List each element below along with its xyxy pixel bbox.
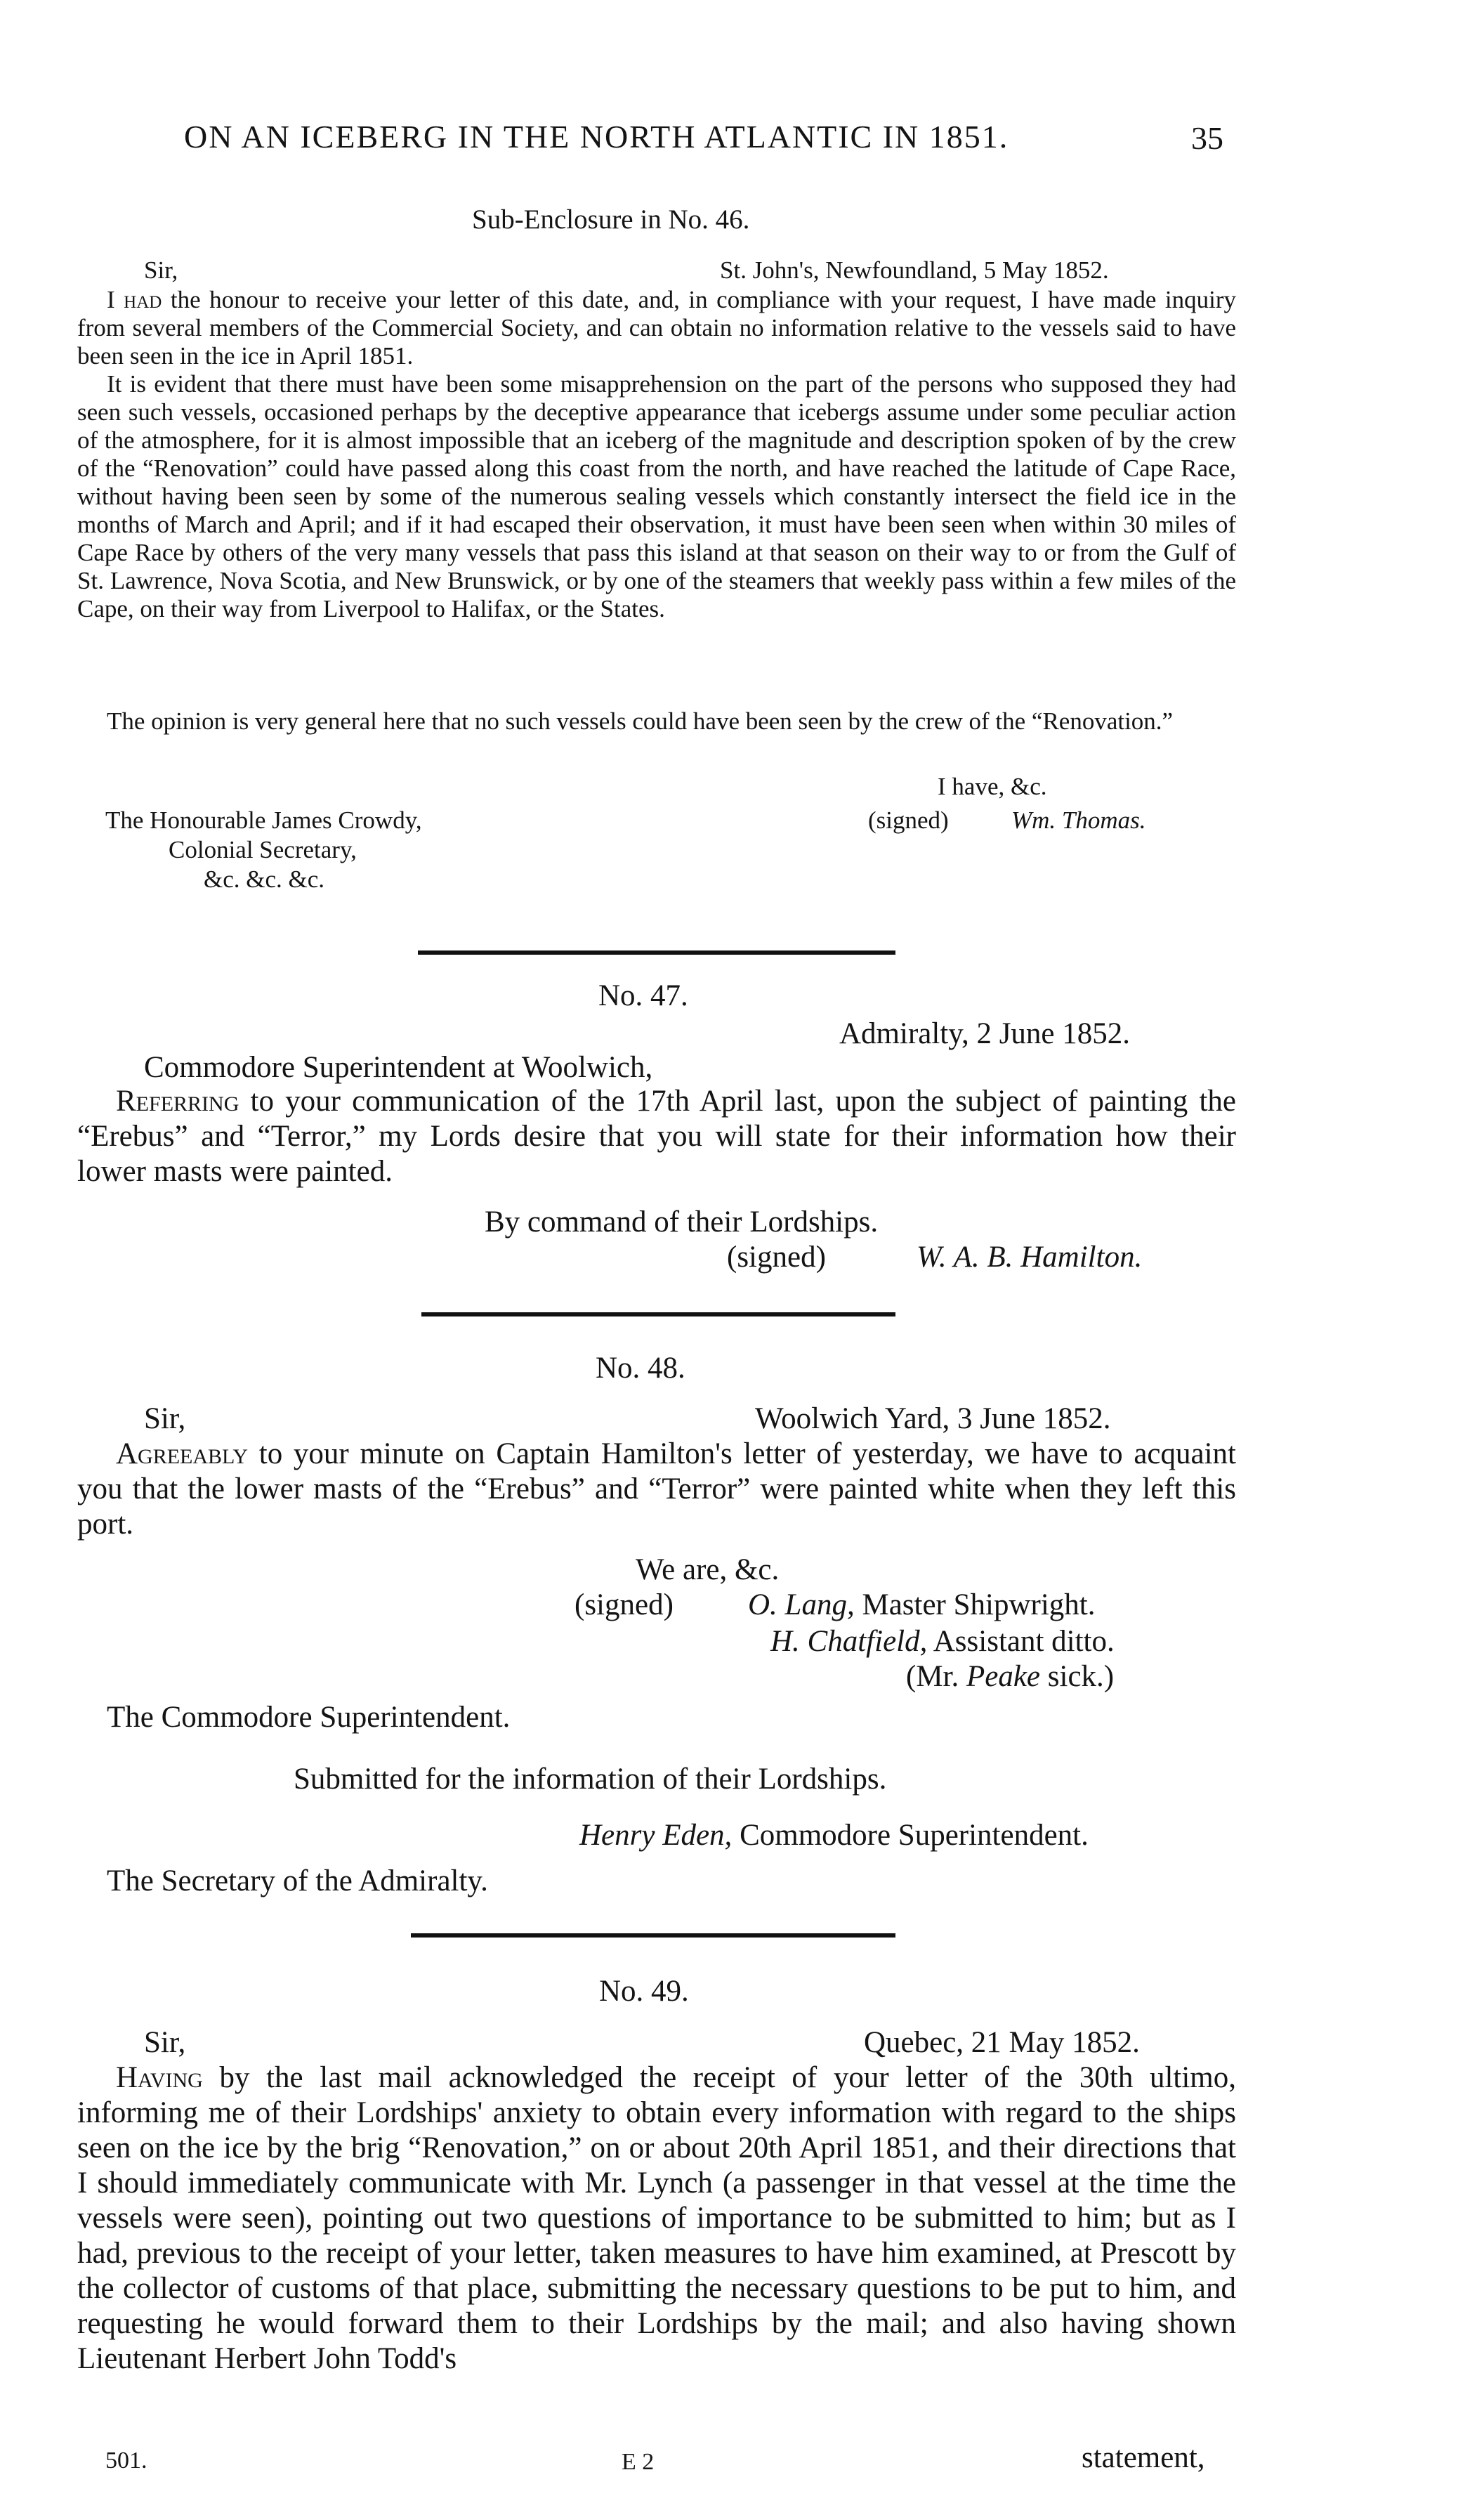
section-divider	[418, 950, 895, 955]
paragraph-body: to your communication of the 17th April last, upon the subject of painting the “Erebus” and “Terror,” my Lords desire that you will state for their information how their lower masts were painted.	[77, 1085, 1236, 1188]
sub-enclosure-paragraph-1	[77, 286, 1236, 370]
sub-enclosure-paragraph-2: It is evident that there must have been some misapprehension on the part of the persons who supposed they had seen such vessels, occasioned perhaps by the deceptive appearance that icebergs assume under some peculiar action of the atmosphere, for it is almost impossible that an iceberg of the magnitude and description spoken of by the crew of the “Renovation” could have passed along this coast from the north, and have reached the latitude of Cape Race, without having been seen by some of the numerous sealing vessels which constantly intersect the field ice in the months of March and April; and if it had escaped their observation, it must have been seen when within 30 miles of Cape Race by others of the very many vessels that pass this island at that season on their way to or from the Gulf of St. Lawrence, Nova Scotia, and New Brunswick, or by one of the steamers that weekly pass within a few miles of the Cape, on their way from Liverpool to Halifax, or the States.	[77, 370, 1236, 622]
no48-signer-2	[770, 1624, 1115, 1659]
signer-title: Assistant ditto.	[927, 1625, 1115, 1658]
sub-enclosure-heading: Sub-Enclosure in No. 46.	[472, 204, 750, 235]
no49-heading: No. 49.	[599, 1975, 689, 2008]
sub-enclosure-place-date: St. John's, Newfoundland, 5 May 1852.	[720, 256, 1109, 284]
paragraph-body: to your minute on Captain Hamilton's letter of yesterday, we have to acquaint you that the lower masts of the “Erebus” and “Terror” were painted white when they left this port.	[77, 1437, 1236, 1541]
no48-eden-signature	[579, 1818, 1089, 1853]
no48-signed: (signed)	[574, 1588, 674, 1621]
no48-signer-1	[748, 1588, 1096, 1623]
signer-name: H. Chatfield,	[770, 1625, 928, 1658]
no48-body	[77, 1437, 1236, 1542]
paragraph-body: by the last mail acknowledged the receipt of your letter of the 30th ultimo, informing me of their Lordships' anxiety to obtain every information with regard to the ships seen on the ice by the brig “Renovation,” on or about 20th April 1851, and their directions that I should immediately communicate with Mr. Lynch (a passenger in that vessel at the time the vessels were seen), pointing out two questions of importance to be submitted to him; but as I had, previous to the receipt of your letter, taken measures to have him examined, at Prescott by the collector of customs of that place, submitting the necessary questions to be put to him, and requesting he would forward them to their Lordships by the mail; and also having shown Lieutenant Herbert John Todd's	[77, 2061, 1236, 2375]
signer-name: Henry Eden,	[579, 1819, 733, 1852]
catchword: statement,	[1082, 2441, 1205, 2474]
signer-title: Commodore Superintendent.	[732, 1819, 1089, 1852]
paragraph-lead: Agreeably	[116, 1437, 249, 1470]
sub-enclosure-addressee-title: Colonial Secretary,	[169, 836, 357, 863]
paragraph-lead: Referring	[116, 1085, 239, 1118]
no49-place-date: Quebec, 21 May 1852.	[864, 2026, 1140, 2059]
no47-place-date: Admiralty, 2 June 1852.	[839, 1017, 1131, 1050]
paragraph-lead: I had	[107, 286, 162, 313]
sub-enclosure-signer: Wm. Thomas.	[1011, 806, 1146, 834]
sheet-number: 501.	[105, 2448, 147, 2474]
no48-salutation: Sir,	[144, 1402, 186, 1435]
section-divider	[421, 1312, 895, 1316]
no49-body	[77, 2060, 1236, 2377]
running-header: ON AN ICEBERG IN THE NORTH ATLANTIC IN 1851.	[184, 119, 1009, 155]
no48-note: (Mr. Peake sick.)	[906, 1660, 1115, 1693]
no47-heading: No. 47.	[598, 979, 688, 1012]
no48-closing: We are, &c.	[636, 1553, 780, 1586]
no47-signed: (signed)	[727, 1241, 826, 1274]
no47-addressee: Commodore Superintendent at Woolwich,	[144, 1051, 653, 1084]
sub-enclosure-signed: (signed)	[868, 806, 949, 834]
no49-salutation: Sir,	[144, 2026, 186, 2059]
sub-enclosure-addressee: The Honourable James Crowdy,	[105, 806, 422, 834]
no47-command: By command of their Lordships.	[485, 1205, 879, 1239]
page-number: 35	[1191, 120, 1223, 156]
no47-signer: W. A. B. Hamilton.	[917, 1241, 1143, 1274]
no48-addressee: The Commodore Superintendent.	[107, 1701, 511, 1734]
signer-title: Master Shipwright.	[854, 1588, 1096, 1621]
sub-enclosure-addressee-etc: &c. &c. &c.	[204, 865, 325, 893]
no48-secretary: The Secretary of the Admiralty.	[107, 1864, 488, 1897]
sub-enclosure-closing: I have, &c.	[938, 773, 1047, 800]
sub-enclosure-salutation: Sir,	[144, 256, 178, 284]
paragraph-body: the honour to receive your letter of this date, and, in compliance with your request, I have made inquiry from several members of the Commercial Society, and can obtain no information relative to the vessels said to have been seen in the ice in April 1851.	[77, 286, 1236, 370]
no47-body	[77, 1084, 1236, 1189]
section-divider	[411, 1933, 895, 1938]
signature-mark: E 2	[622, 2449, 655, 2475]
paragraph-lead: Having	[116, 2061, 203, 2094]
no48-heading: No. 48.	[596, 1352, 685, 1385]
no48-place-date: Woolwich Yard, 3 June 1852.	[755, 1402, 1111, 1435]
sub-enclosure-paragraph-3: The opinion is very general here that no such vessels could have been seen by the crew of the “Renovation.”	[107, 707, 1174, 735]
no48-submitted: Submitted for the information of their Lordships.	[294, 1763, 887, 1796]
signer-name: O. Lang,	[748, 1588, 855, 1621]
